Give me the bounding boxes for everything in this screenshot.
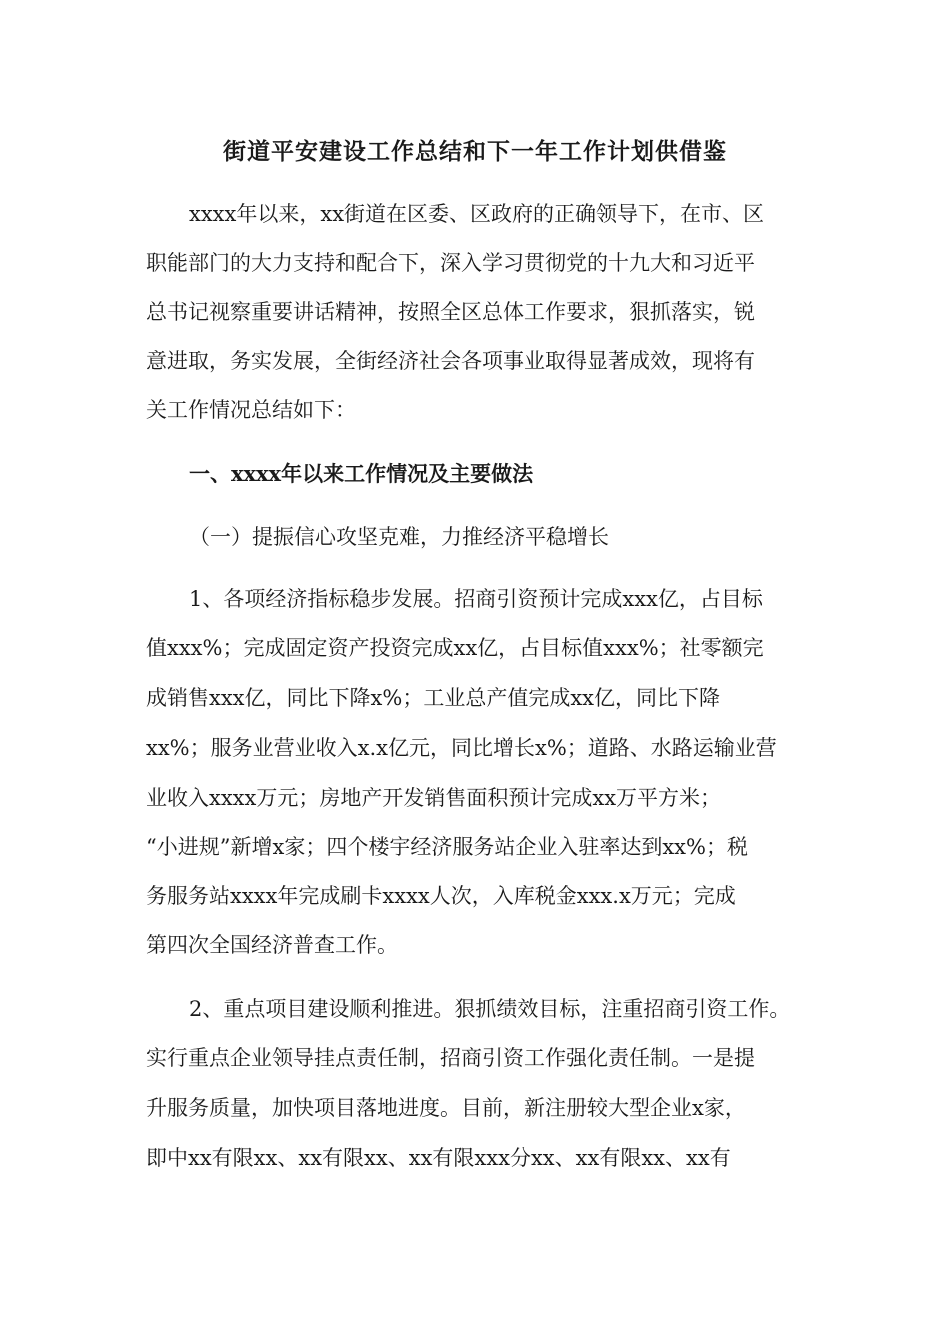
paragraph-line: xx%；服务业营业收入x.x亿元，同比增长x%；道路、水路运输业营 [146, 736, 777, 760]
paragraph-line: 成销售xxx亿，同比下降x%；工业总产值完成xx亿，同比下降 [146, 686, 721, 710]
paragraph-line: 1、各项经济指标稳步发展。招商引资预计完成xxx亿，占目标 [189, 587, 763, 611]
paragraph-line: 关工作情况总结如下： [146, 398, 356, 422]
paragraph-line: 第四次全国经济普查工作。 [146, 933, 398, 957]
paragraph-line: xxxx年以来，xx街道在区委、区政府的正确领导下，在市、区 [189, 202, 765, 226]
paragraph-line: 值xxx%；完成固定资产投资完成xx亿，占目标值xxx%；社零额完 [146, 636, 764, 660]
paragraph-line: 意进取，务实发展，全街经济社会各项事业取得显著成效，现将有 [146, 349, 755, 373]
section-heading: 一、xxxx年以来工作情况及主要做法 [189, 461, 534, 486]
paragraph-line: 2、重点项目建设顺利推进。狠抓绩效目标，注重招商引资工作。 [189, 997, 791, 1021]
paragraph-line: 实行重点企业领导挂点责任制，招商引资工作强化责任制。一是提 [146, 1046, 755, 1070]
document-title: 街道平安建设工作总结和下一年工作计划供借鉴 [223, 138, 727, 165]
paragraph-line: 总书记视察重要讲话精神，按照全区总体工作要求，狠抓落实，锐 [146, 300, 755, 324]
subsection-heading: （一）提振信心攻坚克难，力推经济平稳增长 [189, 525, 609, 549]
paragraph-line: 职能部门的大力支持和配合下，深入学习贯彻党的十九大和习近平 [146, 251, 755, 275]
paragraph-line: 升服务质量，加快项目落地进度。目前，新注册较大型企业x家， [146, 1096, 746, 1120]
paragraph-line: 业收入xxxx万元；房地产开发销售面积预计完成xx万平方米； [146, 786, 722, 810]
paragraph-line: 务服务站xxxx年完成刷卡xxxx人次，入库税金xxx.x万元；完成 [146, 884, 736, 908]
paragraph-line: 即中xx有限xx、xx有限xx、xx有限xxx分xx、xx有限xx、xx有 [146, 1146, 731, 1170]
paragraph-line: “小进规”新增x家；四个楼宇经济服务站企业入驻率达到xx%；税 [146, 835, 748, 859]
